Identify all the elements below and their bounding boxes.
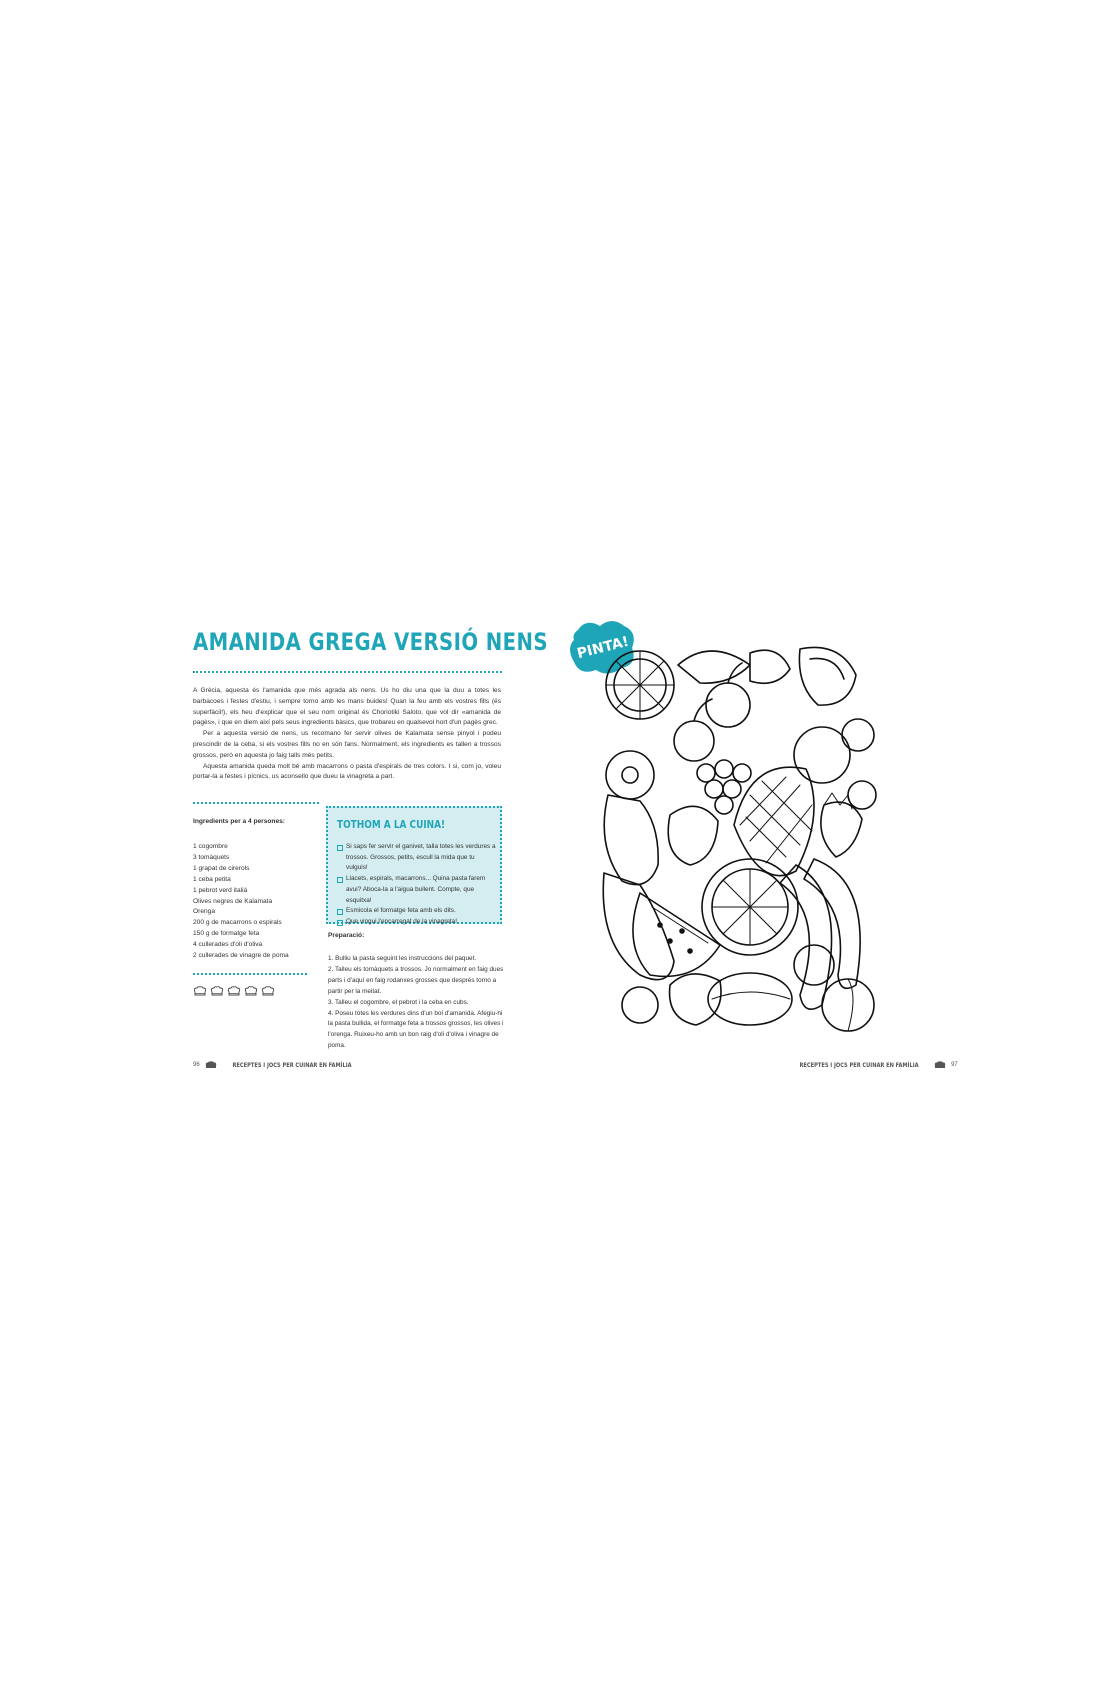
chef-hat-icon xyxy=(205,1061,217,1069)
ingredient-item: 150 g de formatge feta xyxy=(193,930,260,938)
intro-paragraph-2: Per a aquesta versió de nens, us recomano fer servir olives de Kalamata sense pinyol i podeu prescindir de la ceba, si els vostres fills no en són fans. Normalment, els ingredients es tallen a trossos grossos, però en aquesta jo faig talls més petits. xyxy=(193,730,501,759)
preparation-steps xyxy=(328,954,504,1052)
intro-paragraph-3: Aquesta amanida queda molt bé amb macarrons o pasta d'espirals de tres colors. I si, com jo, voleu portar-la a festes i pícnics, us aconsello que dueu la vinagreta a part. xyxy=(193,762,501,781)
ingredients-divider xyxy=(193,802,319,804)
title-divider xyxy=(193,671,502,673)
step-item: 3. Talleu el cogombre, el pebrot i la ceba en cubs. xyxy=(328,998,469,1006)
intro-text xyxy=(193,686,501,783)
ingredient-item: 3 tomàquets xyxy=(193,853,230,861)
tip-list xyxy=(337,842,497,928)
ingredients-bottom-divider xyxy=(193,973,307,975)
tip-item: Esmicola el formatge feta amb els dits. xyxy=(337,906,497,917)
ingredient-item: 1 cogombre xyxy=(193,843,228,850)
chef-hat-icon xyxy=(934,1061,946,1069)
recipe-title: AMANIDA GREGA VERSIÓ NENS xyxy=(193,628,548,656)
page-number: 96 xyxy=(193,1062,200,1068)
tip-item: Llacets, espirals, macarrons... Quina pasta farem avui? Aboca-la a l'aigua bullent. Compte, que esquitxa! xyxy=(337,874,497,906)
ingredient-item: Orenga xyxy=(193,908,215,916)
tip-item: Si saps fer servir el ganivet, talla totes les verdures a trossos. Grossos, petits, escull la mida que tu vulguis! xyxy=(337,842,497,874)
intro-paragraph-1: A Grècia, aquesta és l'amanida que més agrada als nens. Us ho diu una que la duu a totes les barbacoes i festes d'estiu, i sempre torno amb les mans buides! Quan la feu amb els vostres fills (és superfàcil!), els heu d'explicar que el seu nom original és Choriotiki Saloto, que vol dir «amanida de pagès», i que en diem així pels seus ingredients bàsics, que trobareu en qualsevol hort d'un pagès grec. xyxy=(193,687,501,727)
difficulty-rating xyxy=(193,986,275,997)
book-title: RECEPTES I JOCS PER CUINAR EN FAMÍLIA xyxy=(232,1061,352,1069)
chef-hat-icon xyxy=(244,986,258,997)
ingredient-item: 4 cullerades d'oli d'oliva xyxy=(193,941,263,949)
ingredient-item: 1 ceba petita xyxy=(193,875,231,883)
step-item: 4. Poseu totes les verdures dins d'un bol d'amanida. Afegiu-hi la pasta bullida, el formatge feta a trossos grossos, les olives i l'orenga. Ruixeu-ho amb un bon raig d'oli d'oliva i vinagre de poma. xyxy=(328,1009,504,1050)
ingredient-item: Olives negres de Kalamata xyxy=(193,897,273,905)
ingredient-item: 200 g de macarrons o espirals xyxy=(193,919,282,927)
page-number: 97 xyxy=(951,1062,958,1068)
ingredients-title: Ingredients per a 4 persones: xyxy=(193,818,285,825)
fruit-coloring-illustration[interactable] xyxy=(600,645,880,1035)
tip-box xyxy=(326,806,502,924)
chef-hat-icon xyxy=(261,986,275,997)
ingredients-list xyxy=(193,842,289,962)
ingredient-item: 1 grapat de cirerols xyxy=(193,864,250,872)
ingredient-item: 2 cullerades de vinagre de poma xyxy=(193,952,289,960)
ingredient-item: 1 pebrot verd italià xyxy=(193,886,248,894)
chef-hat-icon xyxy=(210,986,224,997)
right-footer xyxy=(789,1061,958,1069)
preparation-title: Preparació: xyxy=(328,932,365,939)
step-item: 1. Bulliu la pasta seguint les instruccions del paquet. xyxy=(328,955,477,962)
step-item: 2. Talleu els tomàquets a trossos. Jo normalment en faig dues parts i d'aquí en faig rodanxes grosses que després torno a partir per la meitat. xyxy=(328,965,504,995)
chef-hat-icon xyxy=(227,986,241,997)
tip-item: Que vingui l'encarregat de la vinagreta! xyxy=(337,917,497,928)
tip-box-title: TOTHOM A LA CUINA! xyxy=(337,819,446,831)
badge-text: PINTA! xyxy=(575,633,631,663)
chef-hat-icon xyxy=(193,986,207,997)
book-title: RECEPTES I JOCS PER CUINAR EN FAMÍLIA xyxy=(799,1061,919,1069)
left-footer xyxy=(193,1061,362,1069)
